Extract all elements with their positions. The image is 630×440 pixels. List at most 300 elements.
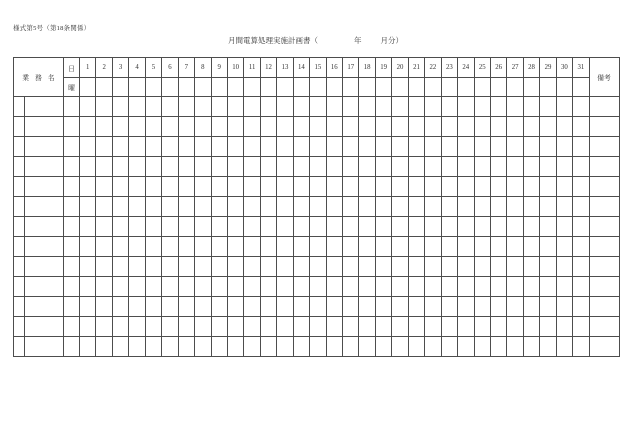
schedule-cell-day-20 — [392, 277, 408, 297]
remarks-cell — [589, 237, 619, 257]
business-name-cell — [25, 97, 64, 117]
schedule-cell-day-30 — [556, 257, 572, 277]
schedule-cell-day-15 — [310, 97, 326, 117]
schedule-cell-day-14 — [293, 97, 309, 117]
schedule-cell-day-31 — [573, 237, 589, 257]
schedule-cell-day-3 — [112, 257, 128, 277]
weekday-cell-day-19 — [375, 78, 391, 97]
day-number-header-13: 13 — [277, 58, 293, 78]
remarks-cell — [589, 157, 619, 177]
weekday-cell-day-8 — [195, 78, 211, 97]
schedule-cell-day-25 — [474, 337, 490, 357]
schedule-cell-day-17 — [343, 257, 359, 277]
table-row — [14, 317, 620, 337]
schedule-cell-day-13 — [277, 157, 293, 177]
schedule-cell-day-2 — [96, 237, 112, 257]
schedule-cell-day-10 — [227, 257, 243, 277]
schedule-cell-day-15 — [310, 297, 326, 317]
schedule-cell-day-19 — [375, 337, 391, 357]
schedule-cell-day-11 — [244, 237, 260, 257]
schedule-cell-day-23 — [441, 117, 457, 137]
schedule-cell-day-23 — [441, 277, 457, 297]
schedule-cell-day-26 — [490, 297, 506, 317]
schedule-cell-day-31 — [573, 117, 589, 137]
schedule-cell-day-6 — [162, 297, 178, 317]
weekday-cell-day-23 — [441, 78, 457, 97]
schedule-cell-day-6 — [162, 317, 178, 337]
schedule-cell-day-14 — [293, 197, 309, 217]
schedule-cell-day-28 — [523, 317, 539, 337]
weekday-cell-day-18 — [359, 78, 375, 97]
schedule-cell-day-5 — [145, 117, 161, 137]
schedule-cell-day-7 — [178, 137, 194, 157]
schedule-cell-day-15 — [310, 317, 326, 337]
schedule-cell-day-14 — [293, 117, 309, 137]
schedule-cell-day-24 — [458, 197, 474, 217]
schedule-cell-day-11 — [244, 277, 260, 297]
day-col-cell — [64, 97, 80, 117]
schedule-cell-day-31 — [573, 97, 589, 117]
schedule-cell-day-7 — [178, 317, 194, 337]
schedule-cell-day-4 — [129, 197, 145, 217]
schedule-cell-day-17 — [343, 177, 359, 197]
schedule-cell-day-1 — [80, 177, 96, 197]
schedule-cell-day-29 — [540, 157, 556, 177]
schedule-cell-day-22 — [425, 97, 441, 117]
schedule-cell-day-24 — [458, 257, 474, 277]
day-number-header-2: 2 — [96, 58, 112, 78]
table-row — [14, 277, 620, 297]
schedule-cell-day-16 — [326, 197, 342, 217]
schedule-cell-day-18 — [359, 117, 375, 137]
schedule-cell-day-4 — [129, 157, 145, 177]
schedule-cell-day-30 — [556, 97, 572, 117]
weekday-cell-day-16 — [326, 78, 342, 97]
schedule-cell-day-9 — [211, 97, 227, 117]
schedule-cell-day-27 — [507, 317, 523, 337]
schedule-cell-day-2 — [96, 157, 112, 177]
schedule-cell-day-29 — [540, 117, 556, 137]
schedule-cell-day-26 — [490, 157, 506, 177]
table-row — [14, 157, 620, 177]
business-name-cell — [25, 177, 64, 197]
schedule-cell-day-30 — [556, 217, 572, 237]
schedule-cell-day-14 — [293, 337, 309, 357]
schedule-cell-day-30 — [556, 337, 572, 357]
schedule-cell-day-14 — [293, 257, 309, 277]
schedule-cell-day-24 — [458, 157, 474, 177]
schedule-cell-day-5 — [145, 237, 161, 257]
schedule-cell-day-5 — [145, 157, 161, 177]
schedule-cell-day-15 — [310, 137, 326, 157]
schedule-cell-day-18 — [359, 197, 375, 217]
day-number-header-6: 6 — [162, 58, 178, 78]
schedule-cell-day-8 — [195, 257, 211, 277]
schedule-cell-day-31 — [573, 297, 589, 317]
business-name-cell — [25, 277, 64, 297]
schedule-cell-day-30 — [556, 137, 572, 157]
schedule-cell-day-21 — [408, 137, 424, 157]
weekday-cell-day-20 — [392, 78, 408, 97]
schedule-cell-day-27 — [507, 157, 523, 177]
form-number-label: 様式第5号（第18条関係） — [13, 25, 91, 32]
schedule-cell-day-17 — [343, 297, 359, 317]
day-number-header-24: 24 — [458, 58, 474, 78]
schedule-cell-day-3 — [112, 157, 128, 177]
schedule-cell-day-25 — [474, 137, 490, 157]
schedule-cell-day-25 — [474, 257, 490, 277]
schedule-cell-day-27 — [507, 177, 523, 197]
schedule-cell-day-10 — [227, 277, 243, 297]
schedule-cell-day-17 — [343, 97, 359, 117]
title-main-text: 月間電算処理実施計画書（ — [228, 36, 318, 45]
weekday-cell-day-25 — [474, 78, 490, 97]
schedule-cell-day-17 — [343, 317, 359, 337]
schedule-cell-day-12 — [260, 257, 276, 277]
schedule-cell-day-18 — [359, 97, 375, 117]
day-number-header-15: 15 — [310, 58, 326, 78]
schedule-cell-day-24 — [458, 237, 474, 257]
schedule-cell-day-4 — [129, 117, 145, 137]
weekday-cell-day-27 — [507, 78, 523, 97]
schedule-cell-day-22 — [425, 257, 441, 277]
schedule-cell-day-16 — [326, 297, 342, 317]
schedule-cell-day-2 — [96, 277, 112, 297]
schedule-cell-day-22 — [425, 137, 441, 157]
schedule-cell-day-29 — [540, 337, 556, 357]
schedule-cell-day-20 — [392, 157, 408, 177]
weekday-cell-day-7 — [178, 78, 194, 97]
weekday-cell-day-15 — [310, 78, 326, 97]
schedule-cell-day-24 — [458, 97, 474, 117]
schedule-cell-day-30 — [556, 117, 572, 137]
schedule-cell-day-5 — [145, 317, 161, 337]
title-month-label: 月分） — [380, 36, 403, 45]
day-number-header-19: 19 — [375, 58, 391, 78]
schedule-cell-day-7 — [178, 177, 194, 197]
schedule-cell-day-11 — [244, 317, 260, 337]
schedule-cell-day-16 — [326, 317, 342, 337]
schedule-cell-day-16 — [326, 337, 342, 357]
schedule-cell-day-12 — [260, 337, 276, 357]
schedule-cell-day-9 — [211, 137, 227, 157]
schedule-cell-day-6 — [162, 177, 178, 197]
day-number-header-28: 28 — [523, 58, 539, 78]
day-number-header-20: 20 — [392, 58, 408, 78]
schedule-cell-day-13 — [277, 97, 293, 117]
schedule-cell-day-8 — [195, 137, 211, 157]
schedule-cell-day-1 — [80, 117, 96, 137]
schedule-cell-day-9 — [211, 157, 227, 177]
schedule-cell-day-17 — [343, 217, 359, 237]
schedule-cell-day-6 — [162, 197, 178, 217]
table-row — [14, 217, 620, 237]
schedule-cell-day-9 — [211, 277, 227, 297]
schedule-cell-day-16 — [326, 277, 342, 297]
remarks-cell — [589, 317, 619, 337]
schedule-cell-day-20 — [392, 297, 408, 317]
schedule-cell-day-26 — [490, 337, 506, 357]
day-number-header-5: 5 — [145, 58, 161, 78]
schedule-cell-day-23 — [441, 137, 457, 157]
row-index-cell — [14, 197, 25, 217]
schedule-cell-day-18 — [359, 257, 375, 277]
schedule-cell-day-7 — [178, 217, 194, 237]
day-number-header-17: 17 — [343, 58, 359, 78]
schedule-cell-day-19 — [375, 137, 391, 157]
schedule-cell-day-13 — [277, 137, 293, 157]
weekday-cell-day-14 — [293, 78, 309, 97]
day-number-header-21: 21 — [408, 58, 424, 78]
remarks-cell — [589, 97, 619, 117]
remarks-cell — [589, 217, 619, 237]
schedule-cell-day-2 — [96, 117, 112, 137]
table-row — [14, 197, 620, 217]
schedule-cell-day-5 — [145, 177, 161, 197]
schedule-cell-day-25 — [474, 297, 490, 317]
schedule-cell-day-3 — [112, 317, 128, 337]
schedule-cell-day-6 — [162, 217, 178, 237]
schedule-cell-day-31 — [573, 317, 589, 337]
schedule-cell-day-11 — [244, 217, 260, 237]
schedule-cell-day-17 — [343, 277, 359, 297]
schedule-cell-day-21 — [408, 197, 424, 217]
schedule-cell-day-4 — [129, 297, 145, 317]
schedule-cell-day-27 — [507, 337, 523, 357]
schedule-table — [13, 57, 620, 357]
schedule-cell-day-17 — [343, 337, 359, 357]
schedule-cell-day-16 — [326, 177, 342, 197]
schedule-cell-day-26 — [490, 197, 506, 217]
schedule-cell-day-18 — [359, 137, 375, 157]
schedule-cell-day-25 — [474, 157, 490, 177]
schedule-cell-day-10 — [227, 157, 243, 177]
schedule-cell-day-20 — [392, 137, 408, 157]
day-number-header-11: 11 — [244, 58, 260, 78]
business-name-cell — [25, 137, 64, 157]
schedule-cell-day-31 — [573, 177, 589, 197]
schedule-cell-day-19 — [375, 157, 391, 177]
schedule-cell-day-13 — [277, 117, 293, 137]
schedule-cell-day-26 — [490, 217, 506, 237]
schedule-cell-day-30 — [556, 197, 572, 217]
schedule-cell-day-1 — [80, 277, 96, 297]
weekday-cell-day-6 — [162, 78, 178, 97]
schedule-cell-day-12 — [260, 217, 276, 237]
schedule-cell-day-10 — [227, 137, 243, 157]
schedule-cell-day-8 — [195, 297, 211, 317]
weekday-cell-day-9 — [211, 78, 227, 97]
day-col-cell — [64, 237, 80, 257]
schedule-cell-day-10 — [227, 177, 243, 197]
schedule-cell-day-30 — [556, 277, 572, 297]
schedule-cell-day-12 — [260, 297, 276, 317]
schedule-cell-day-14 — [293, 237, 309, 257]
schedule-cell-day-8 — [195, 177, 211, 197]
schedule-cell-day-29 — [540, 137, 556, 157]
schedule-cell-day-21 — [408, 157, 424, 177]
schedule-cell-day-4 — [129, 237, 145, 257]
schedule-cell-day-27 — [507, 257, 523, 277]
day-number-header-30: 30 — [556, 58, 572, 78]
schedule-cell-day-31 — [573, 337, 589, 357]
schedule-cell-day-9 — [211, 257, 227, 277]
schedule-cell-day-7 — [178, 117, 194, 137]
schedule-cell-day-29 — [540, 97, 556, 117]
schedule-cell-day-18 — [359, 177, 375, 197]
schedule-cell-day-21 — [408, 297, 424, 317]
schedule-cell-day-14 — [293, 157, 309, 177]
schedule-cell-day-11 — [244, 97, 260, 117]
day-col-cell — [64, 317, 80, 337]
schedule-cell-day-13 — [277, 197, 293, 217]
schedule-cell-day-23 — [441, 197, 457, 217]
schedule-cell-day-12 — [260, 317, 276, 337]
table-row — [14, 177, 620, 197]
row-index-cell — [14, 237, 25, 257]
schedule-cell-day-12 — [260, 97, 276, 117]
schedule-cell-day-12 — [260, 277, 276, 297]
schedule-cell-day-20 — [392, 177, 408, 197]
schedule-cell-day-19 — [375, 117, 391, 137]
business-name-cell — [25, 337, 64, 357]
schedule-cell-day-13 — [277, 217, 293, 237]
schedule-cell-day-28 — [523, 217, 539, 237]
schedule-cell-day-29 — [540, 317, 556, 337]
schedule-cell-day-9 — [211, 297, 227, 317]
schedule-cell-day-9 — [211, 337, 227, 357]
schedule-cell-day-19 — [375, 97, 391, 117]
schedule-cell-day-17 — [343, 157, 359, 177]
schedule-cell-day-23 — [441, 257, 457, 277]
weekday-cell-day-12 — [260, 78, 276, 97]
schedule-cell-day-4 — [129, 317, 145, 337]
schedule-cell-day-10 — [227, 337, 243, 357]
schedule-cell-day-16 — [326, 137, 342, 157]
row-index-cell — [14, 217, 25, 237]
schedule-cell-day-16 — [326, 237, 342, 257]
schedule-cell-day-29 — [540, 297, 556, 317]
schedule-cell-day-1 — [80, 197, 96, 217]
weekday-cell-day-24 — [458, 78, 474, 97]
schedule-cell-day-11 — [244, 157, 260, 177]
row-index-cell — [14, 257, 25, 277]
schedule-cell-day-4 — [129, 97, 145, 117]
schedule-cell-day-7 — [178, 237, 194, 257]
day-number-header-12: 12 — [260, 58, 276, 78]
schedule-cell-day-21 — [408, 177, 424, 197]
schedule-cell-day-2 — [96, 137, 112, 157]
schedule-cell-day-4 — [129, 217, 145, 237]
schedule-cell-day-23 — [441, 217, 457, 237]
schedule-cell-day-1 — [80, 317, 96, 337]
business-name-cell — [25, 157, 64, 177]
weekday-cell-day-5 — [145, 78, 161, 97]
row-index-cell — [14, 97, 25, 117]
weekday-cell-day-26 — [490, 78, 506, 97]
weekday-cell-day-21 — [408, 78, 424, 97]
schedule-cell-day-17 — [343, 137, 359, 157]
schedule-cell-day-5 — [145, 297, 161, 317]
schedule-cell-day-31 — [573, 197, 589, 217]
remarks-cell — [589, 297, 619, 317]
schedule-cell-day-31 — [573, 257, 589, 277]
schedule-cell-day-12 — [260, 137, 276, 157]
business-name-cell — [25, 257, 64, 277]
title-year-label: 年 — [354, 36, 362, 45]
schedule-cell-day-16 — [326, 97, 342, 117]
day-number-header-22: 22 — [425, 58, 441, 78]
schedule-cell-day-1 — [80, 137, 96, 157]
schedule-cell-day-6 — [162, 237, 178, 257]
business-name-cell — [25, 117, 64, 137]
schedule-cell-day-14 — [293, 217, 309, 237]
schedule-cell-day-18 — [359, 277, 375, 297]
schedule-cell-day-9 — [211, 237, 227, 257]
schedule-cell-day-12 — [260, 117, 276, 137]
schedule-cell-day-30 — [556, 297, 572, 317]
schedule-cell-day-27 — [507, 97, 523, 117]
schedule-cell-day-25 — [474, 97, 490, 117]
schedule-cell-day-16 — [326, 217, 342, 237]
schedule-cell-day-9 — [211, 197, 227, 217]
schedule-cell-day-3 — [112, 217, 128, 237]
remarks-cell — [589, 137, 619, 157]
day-number-header-25: 25 — [474, 58, 490, 78]
schedule-cell-day-20 — [392, 237, 408, 257]
schedule-cell-day-15 — [310, 217, 326, 237]
schedule-cell-day-19 — [375, 317, 391, 337]
schedule-cell-day-8 — [195, 317, 211, 337]
schedule-cell-day-1 — [80, 97, 96, 117]
schedule-cell-day-27 — [507, 297, 523, 317]
schedule-cell-day-21 — [408, 217, 424, 237]
schedule-cell-day-25 — [474, 217, 490, 237]
remarks-header: 備考 — [589, 58, 619, 97]
weekday-cell-day-11 — [244, 78, 260, 97]
schedule-cell-day-6 — [162, 97, 178, 117]
schedule-cell-day-24 — [458, 277, 474, 297]
schedule-cell-day-5 — [145, 97, 161, 117]
schedule-cell-day-6 — [162, 117, 178, 137]
schedule-cell-day-12 — [260, 237, 276, 257]
schedule-cell-day-24 — [458, 317, 474, 337]
schedule-cell-day-28 — [523, 97, 539, 117]
business-name-cell — [25, 197, 64, 217]
schedule-cell-day-15 — [310, 277, 326, 297]
schedule-cell-day-9 — [211, 117, 227, 137]
day-col-cell — [64, 137, 80, 157]
schedule-cell-day-7 — [178, 197, 194, 217]
schedule-cell-day-3 — [112, 237, 128, 257]
schedule-cell-day-13 — [277, 237, 293, 257]
schedule-cell-day-13 — [277, 317, 293, 337]
schedule-cell-day-20 — [392, 337, 408, 357]
schedule-cell-day-2 — [96, 297, 112, 317]
schedule-cell-day-28 — [523, 337, 539, 357]
day-number-header-4: 4 — [129, 58, 145, 78]
schedule-cell-day-21 — [408, 337, 424, 357]
table-row — [14, 137, 620, 157]
schedule-cell-day-24 — [458, 177, 474, 197]
schedule-cell-day-16 — [326, 157, 342, 177]
day-number-header-9: 9 — [211, 58, 227, 78]
schedule-cell-day-4 — [129, 137, 145, 157]
schedule-cell-day-28 — [523, 257, 539, 277]
schedule-cell-day-1 — [80, 297, 96, 317]
schedule-cell-day-17 — [343, 237, 359, 257]
schedule-cell-day-2 — [96, 97, 112, 117]
